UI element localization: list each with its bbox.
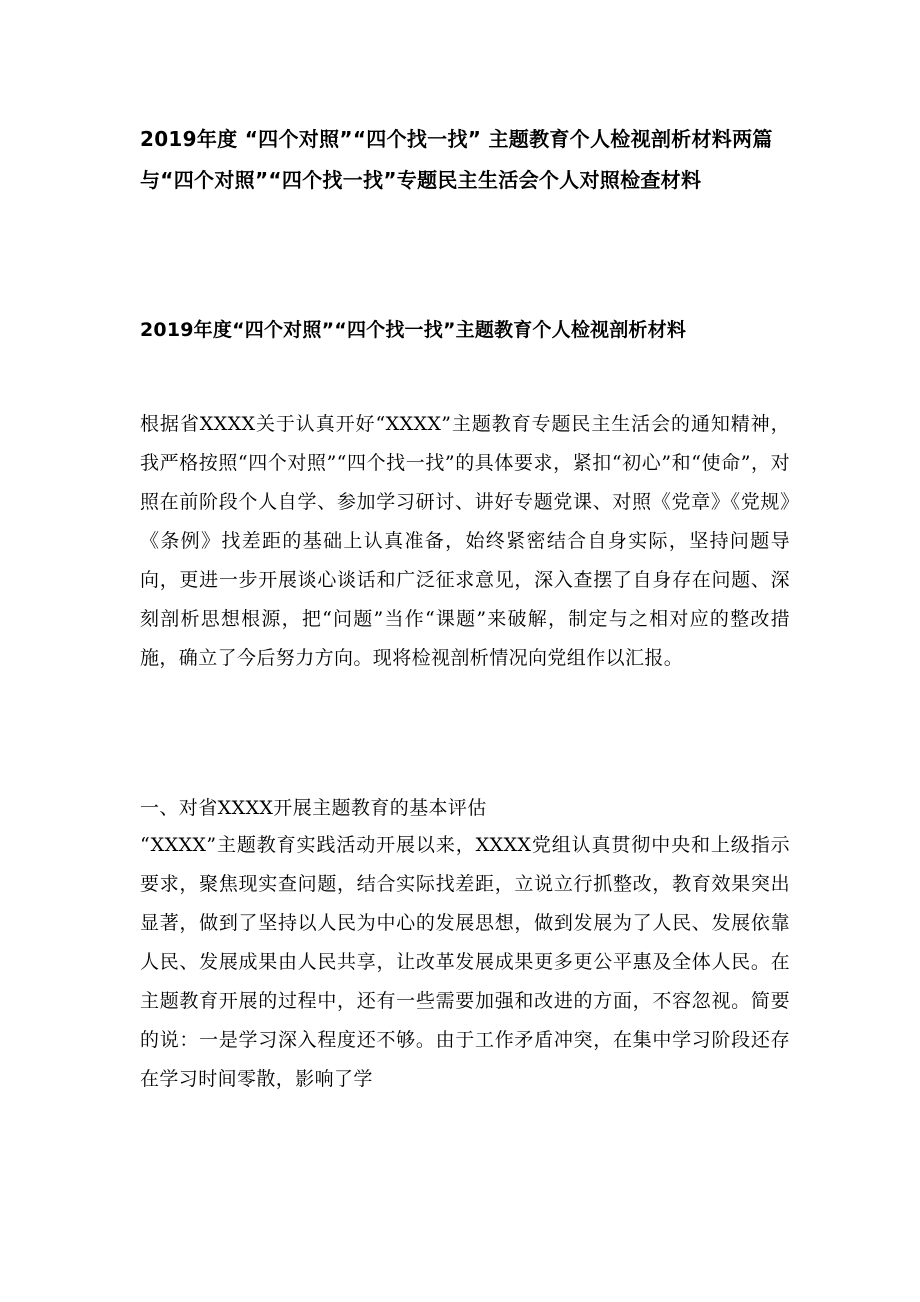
document-title: 2019年度 “四个对照”“四个找一找” 主题教育个人检视剖析材料两篇与“四个对照”“四个找一找”专题民主生活会个人对照检查材料: [140, 127, 773, 192]
assessment-paragraph: “XXXX”主题教育实践活动开展以来，XXXX党组认真贯彻中央和上级指示要求，聚焦现实查问题，结合实际找差距，立说立行抓整改，教育效果突出显著，做到了坚持以人民为中心的发展思想，做到发展为了人民、发展依靠人民、发展成果由人民共享，让改革发展成果更多更公平惠及全体人民。在主题教育开展的过程中，还有一些需要加强和改进的方面，不容忽视。简要的说：一是学习深入程度还不够。由于工作矛盾冲突，在集中学习阶段还存在学习时间零散，影响了学: [140, 834, 790, 1090]
section-heading: 2019年度“四个对照”“四个找一找”主题教育个人检视剖析材料: [140, 319, 687, 341]
subheading-basic-assessment: 一、对省XXXX开展主题教育的基本评估: [140, 797, 487, 819]
intro-paragraph: 根据省XXXX关于认真开好“XXXX”主题教育专题民主生活会的通知精神，我严格按照“四个对照”“四个找一找”的具体要求，紧扣“初心”和“使命”，对照在前阶段个人自学、参加学习研讨、讲好专题党课、对照《党章》《党规》《条例》找差距的基础上认真准备，始终紧密结合自身实际，坚持问题导向，更进一步开展谈心谈话和广泛征求意见，深入查摆了自身存在问题、深刻剖析思想根源，把“问题”当作“课题”来破解，制定与之相对应的整改措施，确立了今后努力方向。现将检视剖析情况向党组作以汇报。: [140, 413, 790, 669]
